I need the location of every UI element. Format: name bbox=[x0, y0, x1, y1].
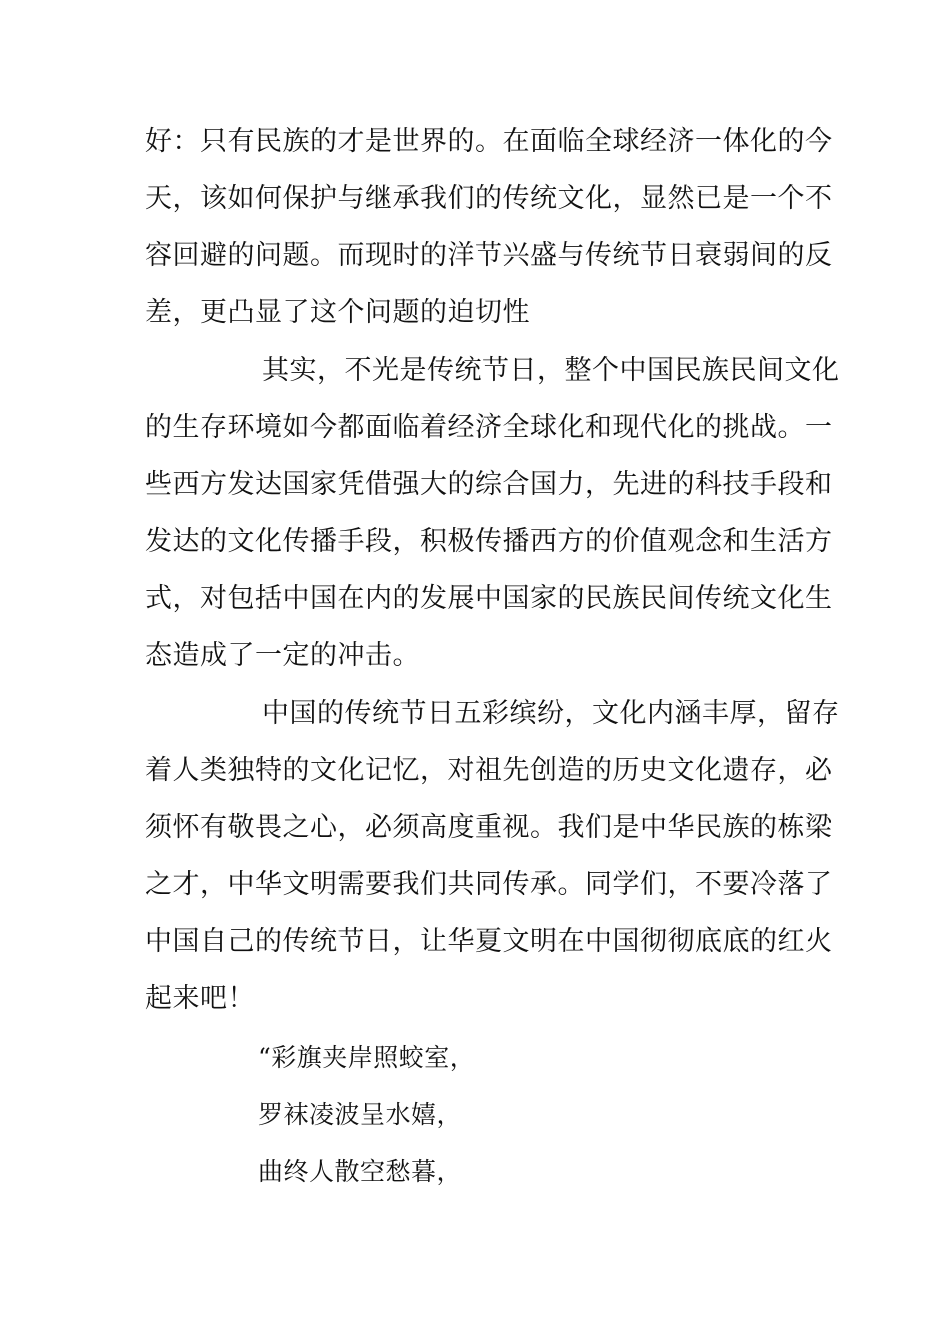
paragraph-2-line-5: 式，对包括中国在内的发展中国家的民族民间传统文化生 bbox=[145, 583, 833, 614]
paragraph-3-line-3: 须怀有敬畏之心，必须高度重视。我们是中华民族的栋梁 bbox=[145, 812, 833, 843]
paragraph-2-line-2: 的生存环境如今都面临着经济全球化和现代化的挑战。一 bbox=[145, 412, 833, 443]
poem-line-1: “彩旗夹岸照蛟室， bbox=[258, 1043, 476, 1072]
paragraph-2-line-1: 其实，不光是传统节日，整个中国民族民间文化 bbox=[262, 355, 840, 386]
paragraph-3-line-1: 中国的传统节日五彩缤纷，文化内涵丰厚，留存 bbox=[262, 698, 840, 729]
paragraph-3-line-6: 起来吧！ bbox=[145, 983, 255, 1014]
poem-line-2: 罗袜凌波呈水嬉， bbox=[258, 1100, 463, 1129]
paragraph-3-line-5: 中国自己的传统节日，让华夏文明在中国彻彻底底的红火 bbox=[145, 926, 833, 957]
paragraph-2-line-6: 态造成了一定的冲击。 bbox=[145, 640, 420, 671]
poem-line-3: 曲终人散空愁暮， bbox=[258, 1157, 463, 1186]
paragraph-3-line-4: 之才，中华文明需要我们共同传承。同学们，不要冷落了 bbox=[145, 869, 833, 900]
paragraph-2-line-3: 些西方发达国家凭借强大的综合国力，先进的科技手段和 bbox=[145, 469, 833, 500]
paragraph-1-line-3: 容回避的问题。而现时的洋节兴盛与传统节日衰弱间的反 bbox=[145, 240, 833, 271]
paragraph-1-line-2: 天，该如何保护与继承我们的传统文化，显然已是一个不 bbox=[145, 183, 833, 214]
paragraph-2-line-4: 发达的文化传播手段，积极传播西方的价值观念和生活方 bbox=[145, 526, 833, 557]
paragraph-1-line-4: 差，更凸显了这个问题的迫切性 bbox=[145, 297, 530, 328]
paragraph-3-line-2: 着人类独特的文化记忆，对祖先创造的历史文化遗存，必 bbox=[145, 755, 833, 786]
paragraph-1-line-1: 好：只有民族的才是世界的。在面临全球经济一体化的今 bbox=[145, 126, 833, 157]
